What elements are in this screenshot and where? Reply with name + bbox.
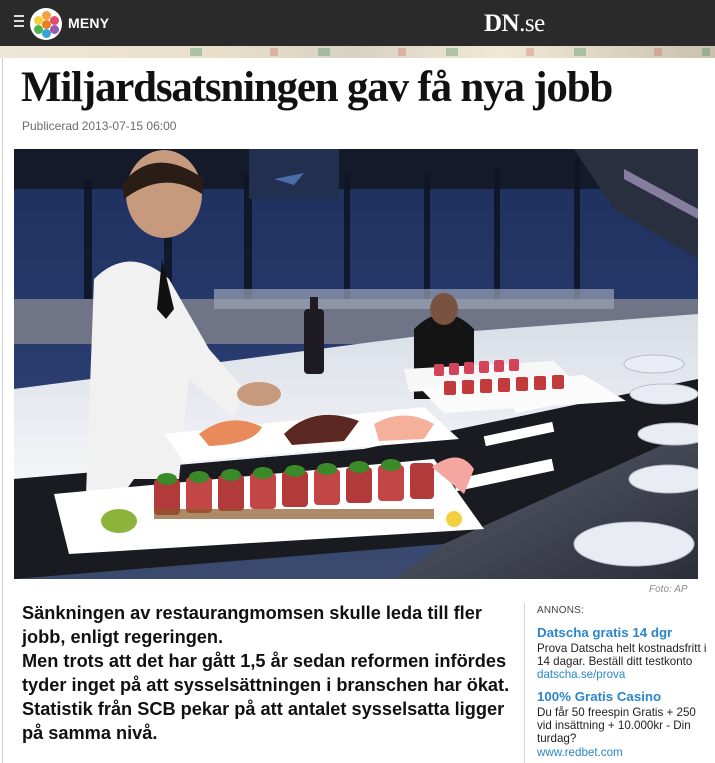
header-banner-strip bbox=[0, 46, 715, 58]
article-photo[interactable] bbox=[14, 149, 698, 579]
brand-logo[interactable] bbox=[484, 11, 545, 36]
article-headline: Miljardsatsningen gav få nya jobb bbox=[21, 64, 613, 111]
ad-link-casino[interactable]: www.redbet.com bbox=[537, 745, 623, 759]
site-header bbox=[0, 0, 715, 46]
publish-info bbox=[22, 119, 176, 133]
photo-credit: Foto: AP bbox=[649, 584, 688, 595]
menu-icon[interactable] bbox=[14, 15, 24, 29]
ad-column bbox=[537, 604, 713, 763]
published-date: 2013-07-15 06:00 bbox=[81, 119, 177, 133]
ad-body-datscha: Prova Datscha helt kostnadsfritt i 14 dagar. Beställ ditt testkonto bbox=[537, 641, 707, 668]
ad-divider bbox=[524, 603, 525, 763]
lead-paragraph: Men trots att det har gått 1,5 år sedan reformen infördes tyder inget på att sysselsättningen i branschen har ökat. Statistik från SCB pekar på att antalet sysselsatta ligger på samma nivå. bbox=[22, 651, 510, 743]
ad-body-casino: Du får 50 freespin Gratis + 250 vid insättning + 10.000kr - Din turdag? bbox=[537, 705, 696, 746]
sushi-bar-photo bbox=[14, 149, 698, 579]
ad-title-casino[interactable]: 100% Gratis Casino bbox=[537, 689, 662, 705]
ad-label: ANNONS: bbox=[537, 605, 584, 616]
menu-button[interactable]: MENY bbox=[68, 15, 110, 31]
ad-title-datscha[interactable]: Datscha gratis 14 dgr bbox=[537, 625, 673, 641]
lead-paragraph: Sänkningen av restaurangmomsen skulle leda till fler jobb, enligt regeringen. bbox=[22, 603, 482, 647]
article-lead bbox=[22, 601, 518, 745]
published-label: Publicerad bbox=[22, 119, 79, 133]
flower-logo-icon[interactable] bbox=[30, 8, 62, 40]
ad-link-datscha[interactable]: datscha.se/prova bbox=[537, 668, 626, 682]
brand-suffix: .se bbox=[519, 10, 545, 37]
left-border bbox=[2, 58, 3, 763]
brand-main: DN bbox=[484, 10, 520, 37]
